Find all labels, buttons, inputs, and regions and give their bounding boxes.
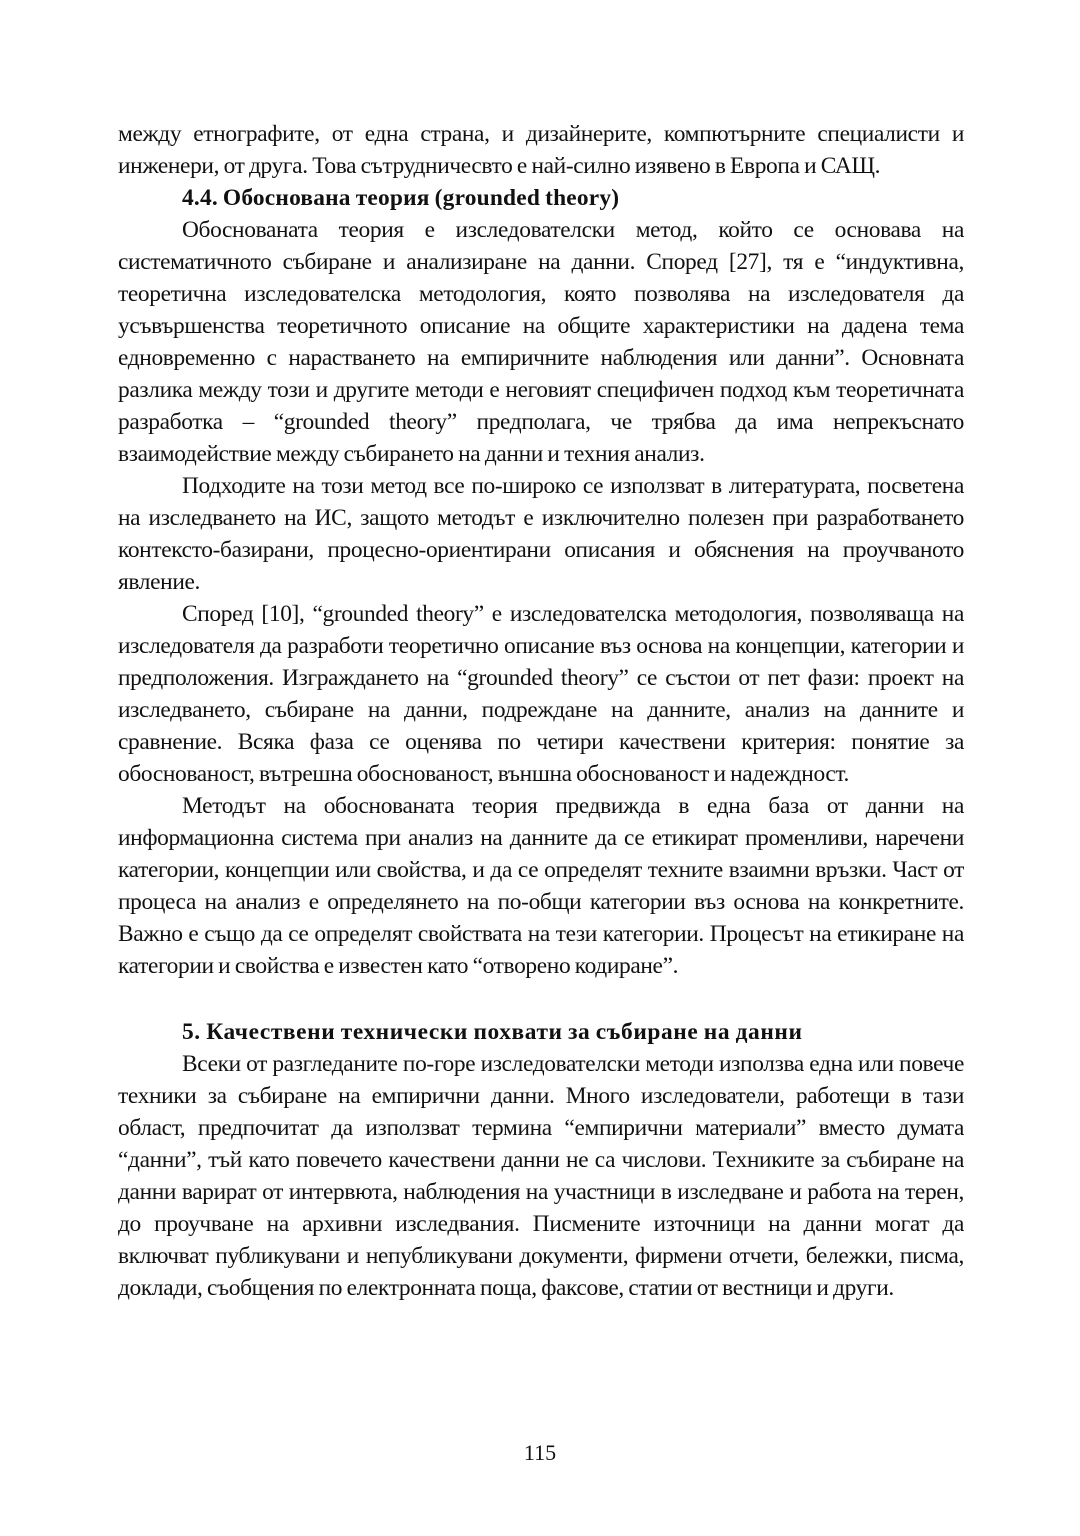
- paragraph-continuation: между етнографите, от една страна, и дизайнерите, компютърните специалисти и инженери, от друга. Това сътрудничесвто е най-силно изявено в Европа и САЩ.: [118, 121, 964, 179]
- paragraph-grounded-theory-definition: Обоснованата теория е изследователски метод, който се основава на систематичното събиране и анализиране на данни. Според [27], тя е “индуктивна, теоретична изследователска методология, която позволява на изследователя да усъвършенства теоретичното описание на общите характеристики на дадена тема едновременно с нарастването на емпиричните наблюдения или данни”. Основната разлика между този и другите методи е неговият специфичен подход към теоретичната разработка – “grounded theory” предполага, че трябва да има непрекъснато взаимодействие между събирането на данни и техния анализ.: [118, 217, 964, 467]
- paragraph-open-coding: Методът на обоснованата теория предвижда в една база от данни на информационна система при анализ на данните да се етикират променливи, наречени категории, концепции или свойства, и да се определят техните взаимни връзки. Част от процеса на анализ е определянето на по-общи категории въз основа на конкретните. Важно е също да се определят свойствата на тези категории. Процесът на етикиране на категории и свойства е известен като “отворено кодиране”.: [118, 793, 964, 979]
- page-body: [118, 118, 964, 1304]
- section-heading-5: 5. Качествени технически похвати за събиране на данни: [182, 1019, 803, 1045]
- section-heading-4-4: 4.4. Обоснована теория (grounded theory): [182, 185, 620, 211]
- paragraph-data-collection: Всеки от разгледаните по-горе изследователски методи използва една или повече техники за събиране на емпирични данни. Много изследователи, работещи в тази област, предпочитат да използват термина “емпирични материали” вместо думата “данни”, тъй като повечето качествени данни не са числови. Техниките за събиране на данни варират от интервюта, наблюдения на участници в изследване и работа на терен, до проучване на архивни изследвания. Писмените източници на данни могат да включват публикувани и непубликувани документи, фирмени отчети, бележки, писма, доклади, съобщения по електронната поща, факсове, статии от вестници и други.: [118, 1051, 964, 1301]
- paragraph-method-usage: Подходите на този метод все по-широко се използват в литературата, посветена на изследването на ИС, защото методът е изключително полезен при разработването контексто-базирани, процесно-ориентирани описания и обяснения на проучваното явление.: [118, 473, 964, 595]
- page-number: 115: [523, 1440, 557, 1465]
- paragraph-phases: Според [10], “grounded theory” е изследователска методология, позволяваща на изследователя да разработи теоретично описание въз основа на концепции, категории и предположения. Изграждането на “grounded theory” се състои от пет фази: проект на изследването, събиране на данни, подреждане на данните, анализ на данните и сравнение. Всяка фаза се оценява по четири качествени критерия: понятие за обоснованост, вътрешна обоснованост, външна обоснованост и надеждност.: [118, 601, 964, 787]
